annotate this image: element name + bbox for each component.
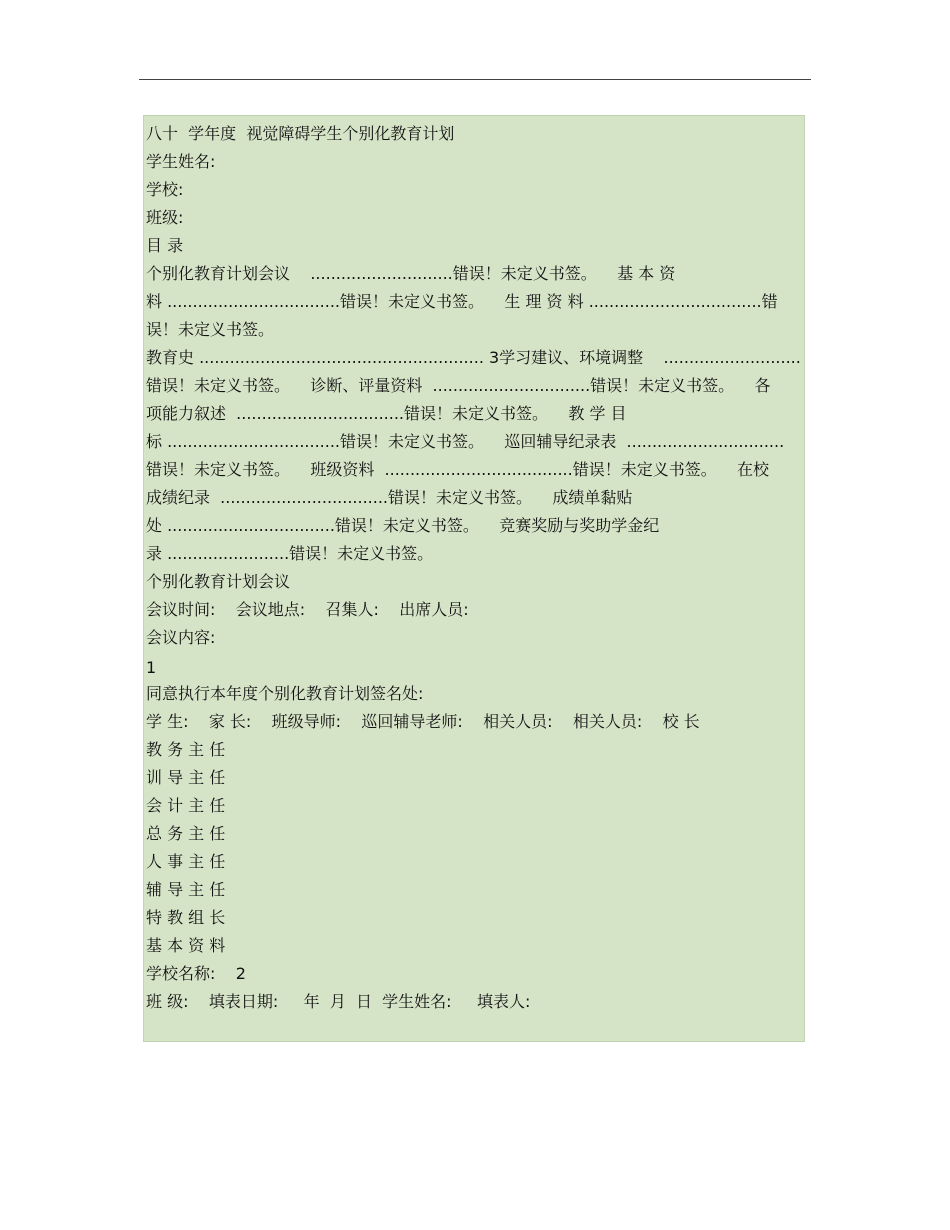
- toc-line: 项能力叙述 .................................错误！未定义书签。 教 学 目: [146, 404, 627, 423]
- toc-line: 成绩纪录 .................................错误！未定义书签。 成绩单黏贴: [146, 488, 633, 507]
- signature-role: 特 教 组 长: [146, 908, 226, 927]
- signature-role: 教 务 主 任: [146, 740, 226, 759]
- signature-role: 训 导 主 任: [146, 768, 226, 787]
- school-name-field: 学校名称: 2: [146, 964, 246, 983]
- signature-role: 会 计 主 任: [146, 796, 226, 815]
- toc-line: 个别化教育计划会议 ............................错误！未定义书签。 基 本 资: [146, 264, 676, 283]
- signature-role: 总 务 主 任: [146, 824, 226, 843]
- signature-heading: 同意执行本年度个别化教育计划签名处:: [146, 684, 424, 703]
- basic-info-fields: 班 级: 填表日期: 年 月 日 学生姓名: 填表人:: [146, 992, 531, 1011]
- signature-fields: 学 生: 家 长: 班级导师: 巡回辅导老师: 相关人员: 相关人员: 校 长: [146, 712, 700, 731]
- signature-role: 辅 导 主 任: [146, 880, 226, 899]
- toc-line: 错误！未定义书签。 班级资料 .....................................错误！未定义书签。 在校: [146, 460, 770, 479]
- section-heading-basic-info: 基 本 资 料: [146, 936, 226, 955]
- meeting-info-fields: 会议时间: 会议地点: 召集人: 出席人员:: [146, 600, 469, 619]
- page-number: 1: [146, 658, 157, 677]
- toc-line: 处 .................................错误！未定义书签。 竞赛奖励与奖助学金纪: [146, 516, 660, 535]
- section-heading-iep-meeting: 个别化教育计划会议: [146, 572, 291, 591]
- class-field: 班级:: [146, 208, 184, 227]
- document-title: 八十 学年度 视觉障碍学生个别化教育计划: [146, 124, 455, 143]
- signature-role: 人 事 主 任: [146, 852, 226, 871]
- toc-line: 教育史 ........................................................ 3学习建议、环境调整 ...........................: [146, 348, 801, 367]
- toc-line: 误！未定义书签。: [146, 320, 275, 339]
- toc-line: 料 ..................................错误！未定义书签。 生 理 资 料 ..................................错: [146, 292, 778, 311]
- student-name-field: 学生姓名:: [146, 152, 216, 171]
- header-rule: [139, 79, 811, 80]
- school-field: 学校:: [146, 180, 184, 199]
- toc-line: 错误！未定义书签。 诊断、评量资料 ...............................错误！未定义书签。 各: [146, 376, 771, 395]
- meeting-content-field: 会议内容:: [146, 628, 216, 647]
- toc-line: 录 ........................错误！未定义书签。: [146, 544, 434, 563]
- toc-line: 标 ..................................错误！未定义书签。 巡回辅导纪录表 ...............................: [146, 432, 785, 451]
- toc-heading: 目 录: [146, 236, 184, 255]
